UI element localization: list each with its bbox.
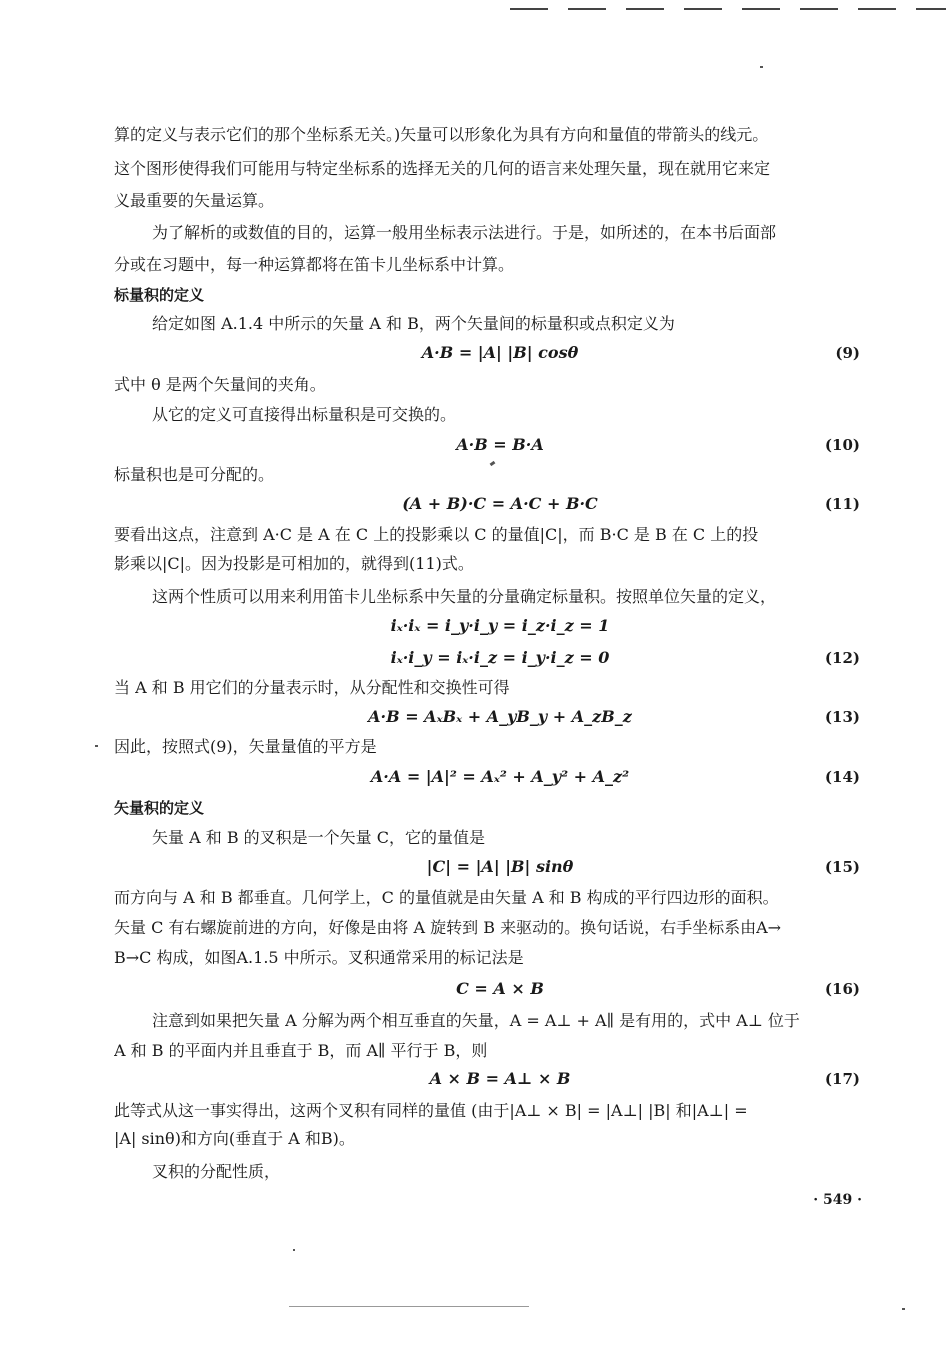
body-text-line: 这个图形使得我们可能用与特定坐标系的选择无关的几何的语言来处理矢量，现在就用它来定: [114, 159, 771, 178]
body-text-line: 因此，按照式(9)，矢量量值的平方是: [114, 737, 377, 756]
equation-10: A·B = B·A: [456, 435, 544, 454]
body-text-line: 分或在习题中，每一种运算都将在笛卡儿坐标系中计算。: [114, 255, 515, 274]
scan-speck: [95, 745, 98, 747]
body-text-line: 而方向与 A 和 B 都垂直。几何学上，C 的量值就是由矢量 A 和 B 构成的平行四边形的面积。: [114, 888, 779, 907]
equation-14: A·A = |A|² = Aₓ² + A_y² + A_z²: [370, 767, 630, 786]
equation-11: (A + B)·C = A·C + B·C: [402, 494, 598, 513]
top-margin-mark: [568, 8, 606, 10]
body-text-line: 注意到如果把矢量 A 分解为两个相互垂直的矢量，A = A⊥ + A∥ 是有用的，式中 A⊥ 位于: [152, 1011, 800, 1030]
section-heading-vector-product: 矢量积的定义: [114, 799, 205, 817]
top-margin-mark: [510, 8, 548, 10]
body-text-line: 为了解析的或数值的目的，运算一般用坐标表示法进行。于是，如所述的，在本书后面部: [152, 223, 777, 242]
equation-number: (17): [824, 1070, 860, 1088]
body-text-line: 式中 θ 是两个矢量间的夹角。: [114, 375, 326, 394]
equation-number: (14): [824, 768, 860, 786]
page-number: · 549 ·: [813, 1192, 862, 1208]
body-text-line: |A| sinθ)和方向(垂直于 A 和B)。: [114, 1129, 355, 1148]
body-text-line: 影乘以|C|。因为投影是可相加的，就得到(11)式。: [114, 554, 474, 573]
top-margin-mark: [916, 8, 946, 10]
equation-number: (12): [824, 649, 860, 667]
body-text-line: 矢量 C 有右螺旋前进的方向，好像是由将 A 旋转到 B 来驱动的。换句话说，右手坐标系由A→: [114, 918, 782, 937]
body-text-line: 叉积的分配性质，: [152, 1162, 281, 1181]
equation-number: (9): [835, 344, 860, 362]
body-text-line: B→C 构成，如图A.1.5 中所示。叉积通常采用的标记法是: [114, 948, 524, 967]
body-text-line: 义最重要的矢量运算。: [114, 191, 275, 210]
equation-12b: iₓ·i_y = iₓ·i_z = i_y·i_z = 0: [390, 648, 610, 667]
scan-speck: [760, 66, 763, 68]
scan-speck: [902, 1308, 905, 1310]
equation-12a: iₓ·iₓ = i_y·i_y = i_z·i_z = 1: [390, 616, 610, 635]
body-text-line: 要看出这点，注意到 A·C 是 A 在 C 上的投影乘以 C 的量值|C|，而 B·C 是 B 在 C 上的投: [114, 525, 759, 544]
equation-number: (11): [824, 495, 860, 513]
scan-speck: [293, 1249, 295, 1251]
body-text-line: 矢量 A 和 B 的叉积是一个矢量 C，它的量值是: [152, 828, 485, 847]
top-margin-mark: [858, 8, 896, 10]
body-text-line: 算的定义与表示它们的那个坐标系无关。)矢量可以形象化为具有方向和量值的带箭头的线元。: [114, 125, 769, 144]
equation-number: (10): [824, 436, 860, 454]
equation-13: A·B = AₓBₓ + A_yB_y + A_zB_z: [368, 707, 632, 726]
equation-15: |C| = |A| |B| sinθ: [426, 857, 574, 876]
section-heading-scalar-product: 标量积的定义: [114, 286, 205, 304]
equation-16: C = A × B: [456, 979, 544, 998]
equation-number: (15): [824, 858, 860, 876]
scan-speck: [289, 1306, 529, 1307]
equation-number: (13): [824, 708, 860, 726]
body-text-line: 从它的定义可直接得出标量积是可交换的。: [152, 405, 457, 424]
body-text-line: 当 A 和 B 用它们的分量表示时，从分配性和交换性可得: [114, 678, 510, 697]
equation-9: A·B = |A| |B| cosθ: [421, 343, 579, 362]
top-margin-mark: [742, 8, 780, 10]
top-margin-mark: [800, 8, 838, 10]
body-text-line: A 和 B 的平面内并且垂直于 B，而 A∥ 平行于 B，则: [114, 1041, 488, 1060]
equation-17: A × B = A⊥ × B: [429, 1069, 571, 1088]
body-text-line: 此等式从这一事实得出，这两个叉积有同样的量值 (由于|A⊥ × B| = |A⊥| |B| 和|A⊥| =: [114, 1101, 748, 1120]
body-text-line: 这两个性质可以用来利用笛卡儿坐标系中矢量的分量确定标量积。按照单位矢量的定义，: [152, 587, 777, 606]
body-text-line: 给定如图 A.1.4 中所示的矢量 A 和 B，两个矢量间的标量积或点积定义为: [152, 314, 675, 333]
body-text-line: 标量积也是可分配的。: [114, 465, 275, 484]
equation-number: (16): [824, 980, 860, 998]
top-margin-mark: [626, 8, 664, 10]
top-margin-mark: [684, 8, 722, 10]
